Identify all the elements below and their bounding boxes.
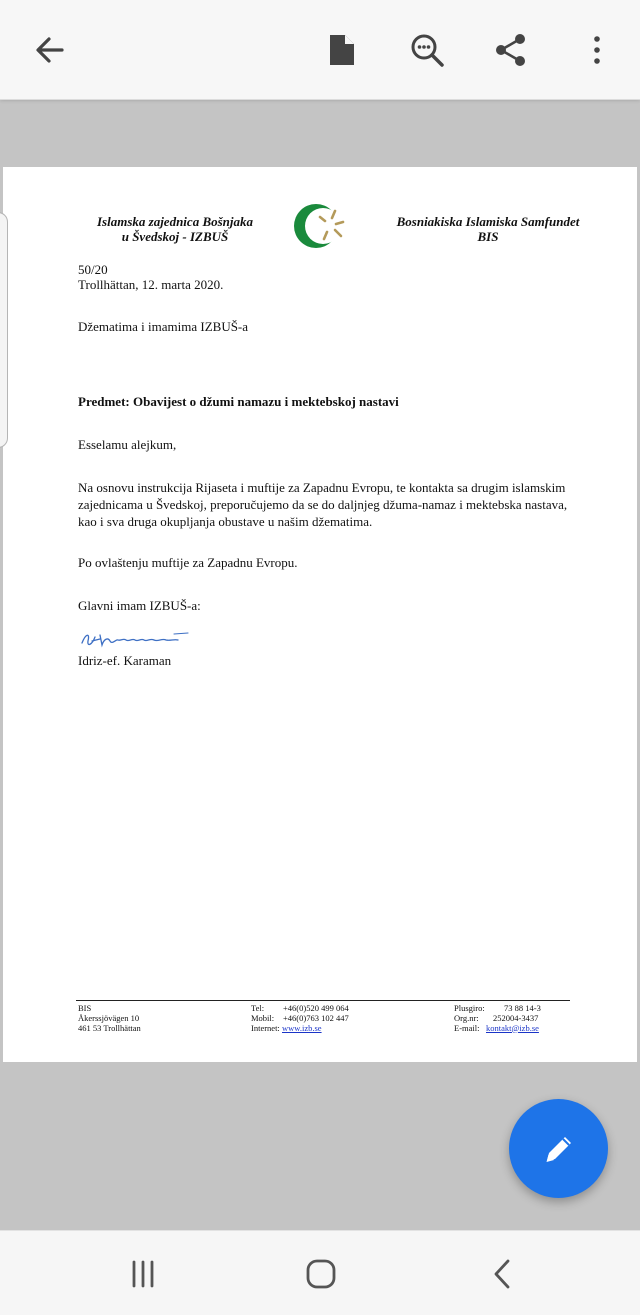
body-paragraph bbox=[78, 479, 578, 530]
back-button[interactable] bbox=[26, 26, 74, 74]
footer-plusgiro-value: 73 88 14-3 bbox=[504, 1003, 541, 1013]
body-line: zajednicama u Švedskoj, preporučujemo da se do daljnjeg džuma-namaz i mektebska nastava, bbox=[78, 497, 568, 512]
share-icon bbox=[493, 32, 529, 68]
home-button[interactable] bbox=[291, 1251, 351, 1297]
footer-plusgiro-label: Plusgiro: bbox=[454, 1003, 485, 1013]
footer-tel-label: Tel: bbox=[251, 1003, 265, 1013]
footer-orgnr-value: 252004-3437 bbox=[493, 1012, 539, 1023]
system-navigation-bar bbox=[0, 1230, 640, 1315]
signature bbox=[78, 627, 198, 651]
footer-bank bbox=[454, 1004, 594, 1033]
more-vertical-icon bbox=[591, 32, 603, 68]
zoom-search-icon bbox=[409, 32, 445, 68]
header-right-line1: Bosniakiska Islamiska Samfundet bbox=[396, 214, 580, 229]
greeting: Esselamu alejkum, bbox=[78, 437, 177, 452]
subject-line: Predmet: Obavijest o džumi namazu i mektebskoj nastavi bbox=[78, 394, 399, 409]
search-button[interactable] bbox=[403, 26, 451, 74]
footer-email-label: E-mail: bbox=[454, 1022, 480, 1033]
share-button[interactable] bbox=[487, 26, 535, 74]
pencil-edit-icon bbox=[539, 1129, 579, 1169]
footer-email-link[interactable]: kontakt@izb.se bbox=[486, 1022, 539, 1033]
recent-apps-button[interactable] bbox=[113, 1251, 173, 1297]
reference-number: 50/20 bbox=[78, 262, 108, 277]
footer-mobil-value: +46(0)763 102 447 bbox=[283, 1012, 349, 1023]
top-toolbar bbox=[0, 0, 640, 100]
home-icon bbox=[305, 1258, 337, 1290]
document-page bbox=[3, 167, 637, 1062]
footer-website-link[interactable]: www.izb.se bbox=[282, 1022, 322, 1033]
signatory-name: Idriz-ef. Karaman bbox=[78, 653, 172, 668]
arrow-left-icon bbox=[32, 32, 68, 68]
header-left-line2: u Švedskoj - IZBUŠ bbox=[121, 229, 229, 244]
crescent-logo-icon bbox=[291, 199, 353, 253]
recent-apps-icon bbox=[128, 1259, 158, 1289]
place-date: Trollhättan, 12. marta 2020. bbox=[78, 277, 224, 292]
edit-fab-button[interactable] bbox=[509, 1099, 608, 1198]
header-right bbox=[383, 214, 593, 244]
footer-org: BIS bbox=[78, 1003, 92, 1013]
header-right-line2: BIS bbox=[477, 229, 499, 244]
footer-street: Åkerssjövägen 10 bbox=[78, 1012, 140, 1023]
body-line: kao i sva druga okupljanja obustave u našim džematima. bbox=[78, 514, 373, 529]
signatory-title: Glavni imam IZBUŠ-a: bbox=[78, 598, 201, 613]
more-options-button[interactable] bbox=[573, 26, 621, 74]
footer-address bbox=[78, 1004, 238, 1033]
footer-internet-label: Internet: bbox=[251, 1022, 280, 1033]
body-line: Na osnovu instrukcija Rijaseta i muftije za Zapadnu Evropu, te kontakta sa drugim islamskim bbox=[78, 480, 566, 495]
footer-tel-value: +46(0)520 499 064 bbox=[283, 1003, 349, 1013]
header-left bbox=[75, 214, 275, 244]
file-info-button[interactable] bbox=[318, 26, 366, 74]
authority-line: Po ovlaštenju muftije za Zapadnu Evropu. bbox=[78, 555, 298, 570]
footer-contact bbox=[251, 1004, 421, 1033]
nav-back-icon bbox=[490, 1258, 514, 1290]
footer-orgnr-label: Org.nr: bbox=[454, 1012, 479, 1023]
footer-divider bbox=[76, 1000, 570, 1001]
nav-back-button[interactable] bbox=[472, 1251, 532, 1297]
header-left-line1: Islamska zajednica Bošnjaka bbox=[96, 214, 254, 229]
footer-mobil-label: Mobil: bbox=[251, 1012, 275, 1023]
fast-scroll-handle[interactable] bbox=[0, 212, 8, 448]
recipient: Džematima i imamima IZBUŠ-a bbox=[78, 319, 249, 334]
footer-city: 461 53 Trollhättan bbox=[78, 1022, 141, 1033]
document-icon bbox=[328, 33, 356, 67]
